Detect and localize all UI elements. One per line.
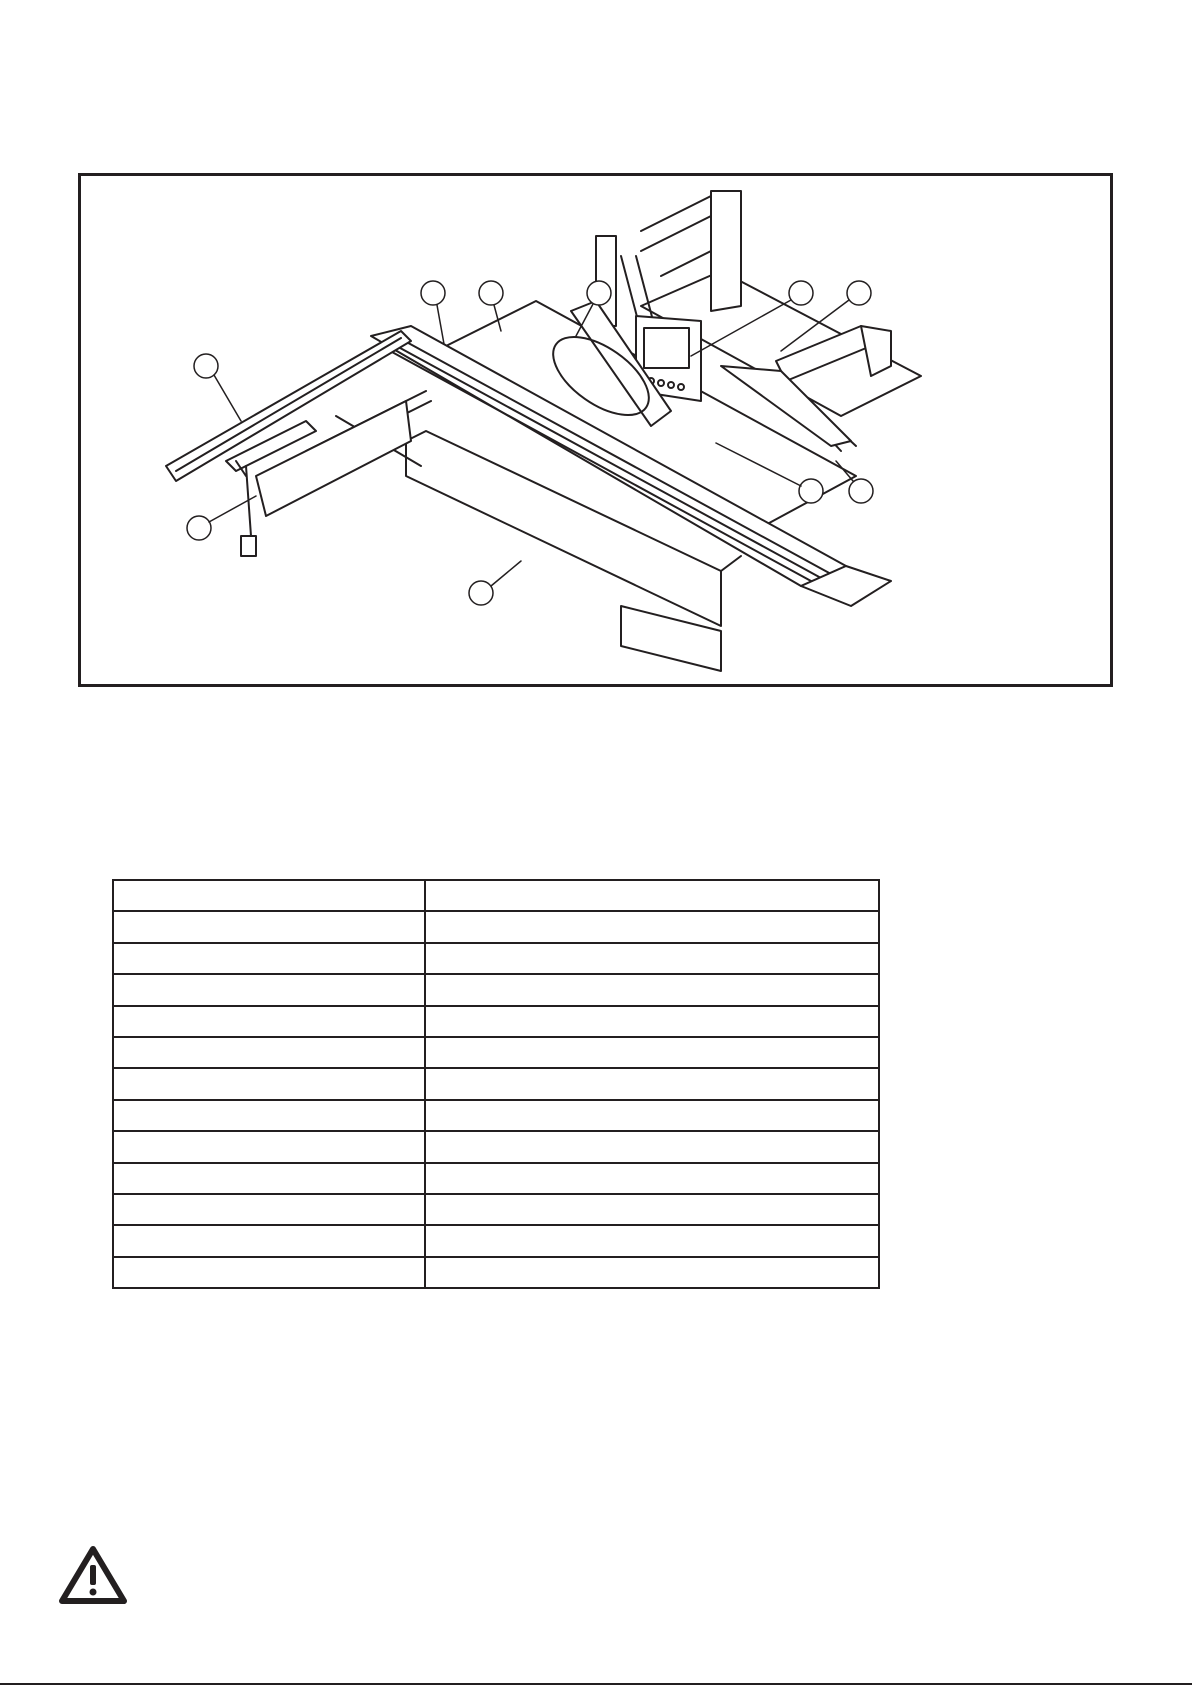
- part-number-cell: [113, 1037, 425, 1068]
- part-description-cell: [425, 1068, 879, 1099]
- part-description-cell: [425, 1131, 879, 1162]
- part-description-cell: [425, 1257, 879, 1288]
- part-number-cell: [113, 1257, 425, 1288]
- part-number-cell: [113, 1131, 425, 1162]
- part-description-cell: [425, 1194, 879, 1225]
- machine-diagram-frame: [78, 173, 1113, 687]
- part-description-cell: [425, 1037, 879, 1068]
- table-row: [113, 1131, 879, 1162]
- callout-5: [587, 281, 611, 305]
- part-number-cell: [113, 1006, 425, 1037]
- part-description-cell: [425, 911, 879, 942]
- part-description-cell: [425, 1100, 879, 1131]
- part-number-cell: [113, 1163, 425, 1194]
- callout-6: [789, 281, 813, 305]
- table-row: [113, 911, 879, 942]
- part-description-cell: [425, 880, 879, 911]
- callout-7: [847, 281, 871, 305]
- callout-10: [469, 581, 493, 605]
- callout-4: [479, 281, 503, 305]
- callout-3: [421, 281, 445, 305]
- table-row: [113, 1225, 879, 1256]
- table-row: [113, 1100, 879, 1131]
- part-description-cell: [425, 1225, 879, 1256]
- table-row: [113, 974, 879, 1005]
- part-number-cell: [113, 880, 425, 911]
- callout-2: [187, 516, 211, 540]
- table-row: [113, 1257, 879, 1288]
- part-description-cell: [425, 1006, 879, 1037]
- table-row: [113, 1163, 879, 1194]
- callout-8: [799, 479, 823, 503]
- part-number-cell: [113, 1225, 425, 1256]
- warning-triangle-icon: [58, 1545, 128, 1605]
- table-row: [113, 1006, 879, 1037]
- part-number-cell: [113, 1100, 425, 1131]
- table-row: [113, 880, 879, 911]
- part-description-cell: [425, 974, 879, 1005]
- table-row: [113, 1068, 879, 1099]
- part-number-cell: [113, 1194, 425, 1225]
- part-description-cell: [425, 943, 879, 974]
- callout-9: [849, 479, 873, 503]
- parts-list-table: [112, 879, 880, 1289]
- part-number-cell: [113, 1068, 425, 1099]
- sliding-table-saw-drawing: [81, 176, 1110, 684]
- part-description-cell: [425, 1163, 879, 1194]
- part-number-cell: [113, 974, 425, 1005]
- table-row: [113, 1037, 879, 1068]
- part-number-cell: [113, 911, 425, 942]
- table-row: [113, 1194, 879, 1225]
- part-number-cell: [113, 943, 425, 974]
- table-row: [113, 943, 879, 974]
